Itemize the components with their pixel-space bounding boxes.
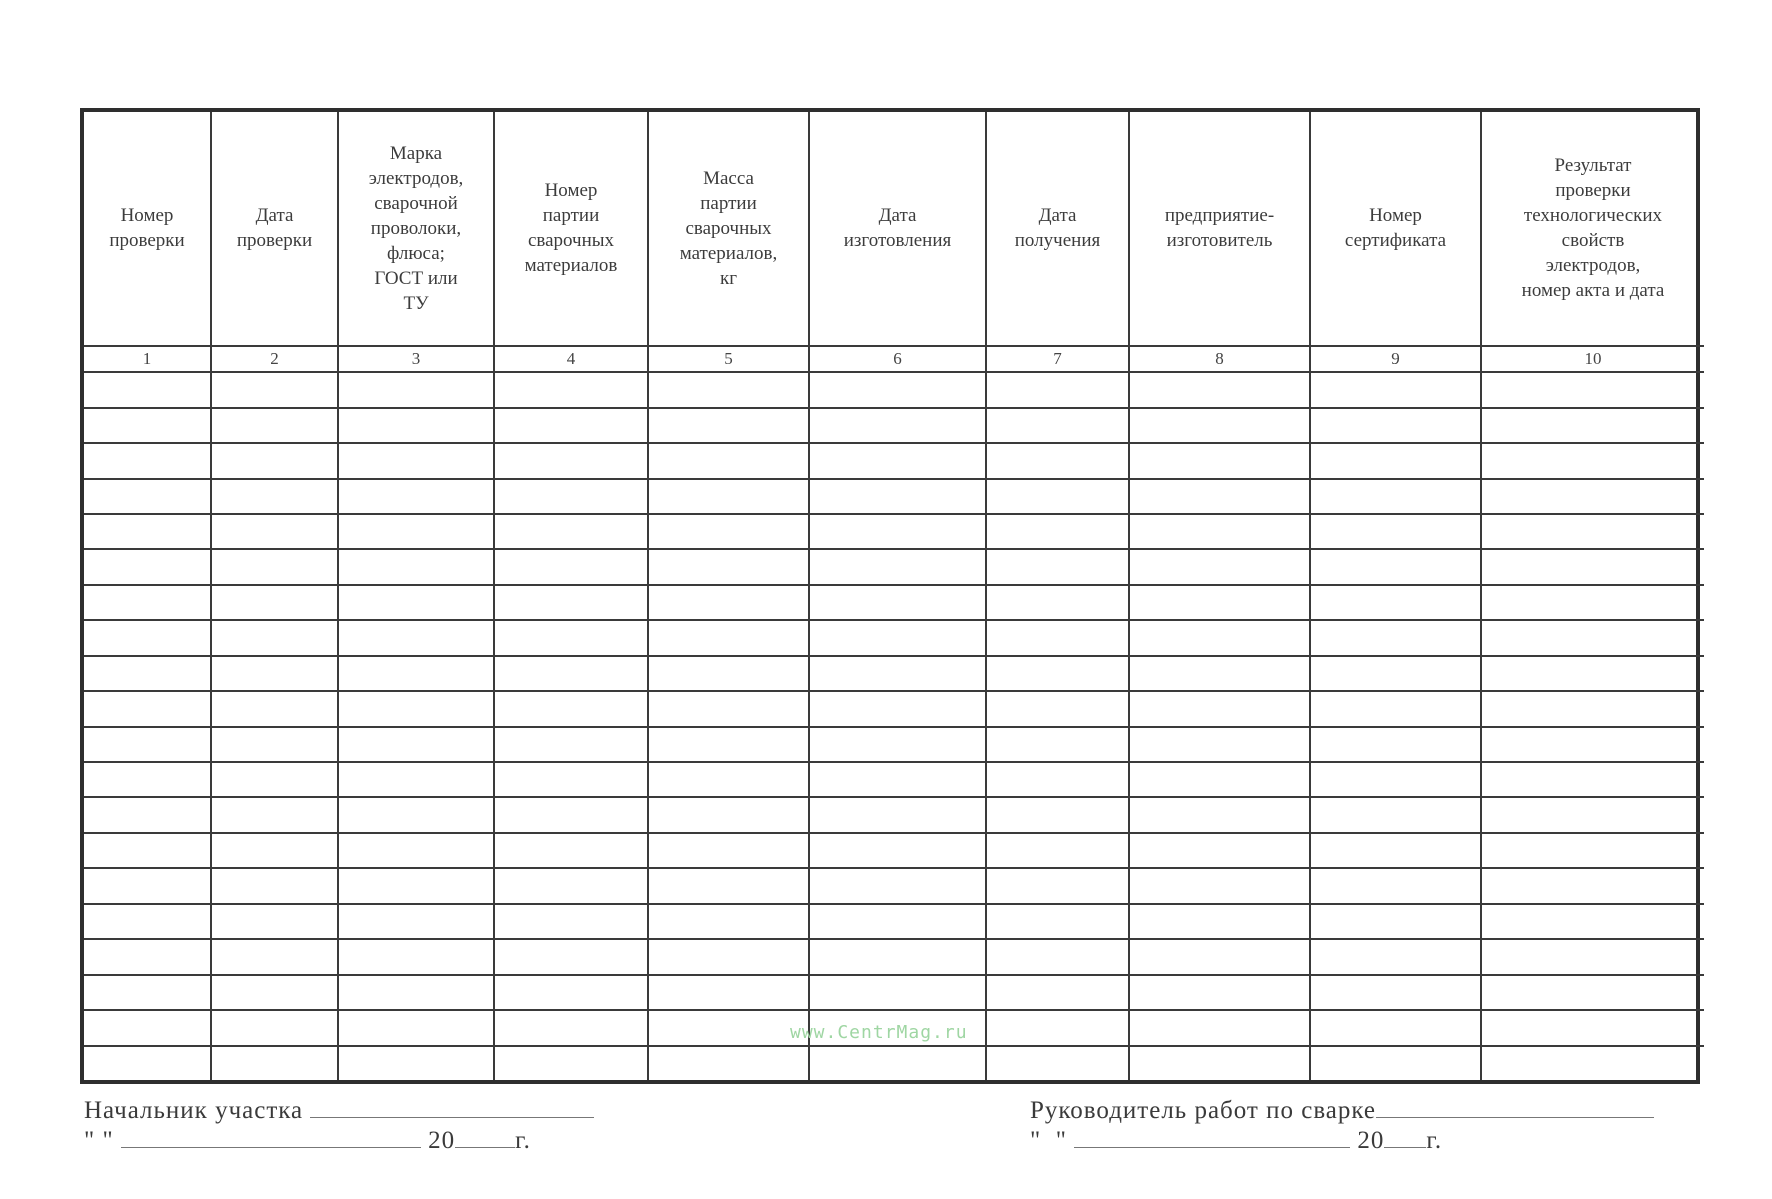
empty-cell[interactable] (84, 408, 211, 443)
empty-cell[interactable] (648, 549, 809, 584)
year-suffix: г. (1426, 1127, 1443, 1154)
empty-cell[interactable] (211, 620, 338, 655)
empty-cell[interactable] (494, 549, 648, 584)
column-header: Марка электродов, сварочной проволоки, флюса; ГОСТ или ТУ (338, 112, 494, 346)
empty-cell[interactable] (809, 833, 986, 868)
empty-cell[interactable] (1129, 479, 1310, 514)
empty-cell[interactable] (809, 620, 986, 655)
empty-cell[interactable] (809, 1046, 986, 1080)
empty-cell[interactable] (1310, 868, 1481, 903)
year-blank (1384, 1129, 1426, 1148)
empty-cell[interactable] (84, 1046, 211, 1080)
empty-cell[interactable] (648, 408, 809, 443)
empty-cell[interactable] (986, 408, 1129, 443)
empty-cell[interactable] (84, 727, 211, 762)
empty-cell[interactable] (494, 691, 648, 726)
empty-cell[interactable] (338, 443, 494, 478)
watermark-text: www.CentrMag.ru (790, 1022, 968, 1043)
empty-cell[interactable] (648, 443, 809, 478)
empty-cell[interactable] (1129, 620, 1310, 655)
column-header: Дата изготовления (809, 112, 986, 346)
empty-cell[interactable] (1129, 549, 1310, 584)
empty-cell[interactable] (494, 514, 648, 549)
table-row (84, 762, 1704, 797)
column-header: Номер сертификата (1310, 112, 1481, 346)
empty-cell[interactable] (1129, 797, 1310, 832)
column-number: 9 (1310, 346, 1481, 372)
empty-cell[interactable] (1310, 479, 1481, 514)
column-number: 7 (986, 346, 1129, 372)
empty-cell[interactable] (84, 939, 211, 974)
empty-cell[interactable] (648, 727, 809, 762)
empty-cell[interactable] (1481, 904, 1704, 939)
empty-cell[interactable] (338, 479, 494, 514)
empty-cell[interactable] (1129, 408, 1310, 443)
empty-cell[interactable] (211, 762, 338, 797)
empty-cell[interactable] (648, 1046, 809, 1080)
empty-cell[interactable] (338, 762, 494, 797)
table-row (84, 585, 1704, 620)
empty-cell[interactable] (648, 656, 809, 691)
empty-cell[interactable] (338, 797, 494, 832)
empty-cell[interactable] (211, 479, 338, 514)
empty-cell[interactable] (211, 939, 338, 974)
table-row (84, 939, 1704, 974)
empty-cell[interactable] (986, 1010, 1129, 1045)
empty-cell[interactable] (338, 408, 494, 443)
empty-cell[interactable] (1481, 727, 1704, 762)
empty-cell[interactable] (494, 479, 648, 514)
empty-cell[interactable] (494, 797, 648, 832)
empty-cell[interactable] (1129, 372, 1310, 407)
empty-cell[interactable] (1310, 727, 1481, 762)
empty-cell[interactable] (986, 691, 1129, 726)
table-row (84, 904, 1704, 939)
empty-cell[interactable] (986, 443, 1129, 478)
empty-cell[interactable] (338, 691, 494, 726)
empty-cell[interactable] (1481, 939, 1704, 974)
empty-cell[interactable] (338, 727, 494, 762)
year-suffix: г. (515, 1127, 531, 1154)
empty-cell[interactable] (84, 1010, 211, 1045)
empty-cell[interactable] (809, 868, 986, 903)
empty-cell[interactable] (648, 691, 809, 726)
empty-cell[interactable] (1481, 797, 1704, 832)
empty-cell[interactable] (338, 1010, 494, 1045)
empty-cell[interactable] (494, 762, 648, 797)
empty-cell[interactable] (986, 833, 1129, 868)
empty-cell[interactable] (1481, 868, 1704, 903)
year-prefix: 20 (1357, 1127, 1385, 1154)
empty-cell[interactable] (1481, 691, 1704, 726)
empty-cell[interactable] (1481, 656, 1704, 691)
empty-cell[interactable] (84, 585, 211, 620)
empty-cell[interactable] (648, 585, 809, 620)
empty-cell[interactable] (1129, 939, 1310, 974)
empty-cell[interactable] (1481, 514, 1704, 549)
column-header: предприятие- изготовитель (1129, 112, 1310, 346)
empty-cell[interactable] (648, 514, 809, 549)
section-chief-date-line (84, 1127, 531, 1155)
empty-cell[interactable] (211, 443, 338, 478)
empty-cell[interactable] (211, 372, 338, 407)
column-number: 1 (84, 346, 211, 372)
empty-cell[interactable] (1481, 372, 1704, 407)
table-row (84, 727, 1704, 762)
welding-manager-date-line (1030, 1127, 1442, 1155)
empty-cell[interactable] (986, 372, 1129, 407)
empty-cell[interactable] (494, 620, 648, 655)
empty-cell[interactable] (1129, 443, 1310, 478)
empty-cell[interactable] (986, 585, 1129, 620)
empty-cell[interactable] (494, 868, 648, 903)
empty-cell[interactable] (1481, 762, 1704, 797)
table-row (84, 514, 1704, 549)
empty-cell[interactable] (986, 514, 1129, 549)
empty-cell[interactable] (1310, 656, 1481, 691)
empty-cell[interactable] (494, 1010, 648, 1045)
empty-cell[interactable] (211, 727, 338, 762)
column-header: Масса партии сварочных материалов, кг (648, 112, 809, 346)
empty-cell[interactable] (211, 585, 338, 620)
empty-cell[interactable] (648, 939, 809, 974)
empty-cell[interactable] (1310, 620, 1481, 655)
empty-cell[interactable] (494, 939, 648, 974)
empty-cell[interactable] (84, 514, 211, 549)
empty-cell[interactable] (1129, 1010, 1310, 1045)
column-number: 6 (809, 346, 986, 372)
empty-cell[interactable] (494, 656, 648, 691)
empty-cell[interactable] (809, 939, 986, 974)
empty-cell[interactable] (338, 620, 494, 655)
column-number: 2 (211, 346, 338, 372)
empty-cell[interactable] (648, 762, 809, 797)
empty-cell[interactable] (809, 372, 986, 407)
empty-cell[interactable] (648, 620, 809, 655)
empty-cell[interactable] (986, 549, 1129, 584)
empty-cell[interactable] (1129, 762, 1310, 797)
empty-cell[interactable] (1129, 691, 1310, 726)
column-header: Номер партии сварочных материалов (494, 112, 648, 346)
empty-cell[interactable] (494, 585, 648, 620)
column-header: Результат проверки технологических свойств электродов, номер акта и дата (1481, 112, 1704, 346)
empty-cell[interactable] (1129, 656, 1310, 691)
empty-cell[interactable] (338, 833, 494, 868)
empty-cell[interactable] (494, 1046, 648, 1080)
column-number: 4 (494, 346, 648, 372)
table-row (84, 691, 1704, 726)
welding-materials-log-table (84, 112, 1704, 1080)
empty-cell[interactable] (211, 514, 338, 549)
empty-cell[interactable] (1310, 833, 1481, 868)
empty-cell[interactable] (809, 656, 986, 691)
empty-cell[interactable] (211, 833, 338, 868)
empty-cell[interactable] (1481, 1010, 1704, 1045)
empty-cell[interactable] (809, 691, 986, 726)
empty-cell[interactable] (84, 479, 211, 514)
empty-cell[interactable] (1129, 833, 1310, 868)
empty-cell[interactable] (1310, 443, 1481, 478)
empty-cell[interactable] (986, 939, 1129, 974)
table-row (84, 797, 1704, 832)
empty-cell[interactable] (648, 975, 809, 1010)
empty-cell[interactable] (986, 762, 1129, 797)
table-row (84, 1046, 1704, 1080)
empty-cell[interactable] (1310, 549, 1481, 584)
empty-cell[interactable] (84, 797, 211, 832)
empty-cell[interactable] (1481, 549, 1704, 584)
empty-cell[interactable] (986, 479, 1129, 514)
empty-cell[interactable] (986, 904, 1129, 939)
empty-cell[interactable] (1310, 975, 1481, 1010)
empty-cell[interactable] (648, 372, 809, 407)
empty-cell[interactable] (648, 833, 809, 868)
empty-cell[interactable] (648, 797, 809, 832)
year-blank (455, 1129, 515, 1148)
table-row (84, 833, 1704, 868)
empty-cell[interactable] (84, 656, 211, 691)
empty-cell[interactable] (211, 549, 338, 584)
header-row (84, 112, 1704, 346)
signature-blank (310, 1099, 594, 1118)
empty-cell[interactable] (809, 797, 986, 832)
empty-cell[interactable] (986, 656, 1129, 691)
empty-cell[interactable] (211, 904, 338, 939)
empty-cell[interactable] (986, 620, 1129, 655)
table-row (84, 549, 1704, 584)
empty-cell[interactable] (1310, 585, 1481, 620)
empty-cell[interactable] (338, 514, 494, 549)
empty-cell[interactable] (338, 656, 494, 691)
empty-cell[interactable] (211, 1010, 338, 1045)
empty-cell[interactable] (84, 549, 211, 584)
empty-cell[interactable] (1481, 833, 1704, 868)
empty-cell[interactable] (338, 939, 494, 974)
empty-cell[interactable] (494, 443, 648, 478)
signature-title: Начальник участка (84, 1097, 304, 1124)
empty-cell[interactable] (1310, 1046, 1481, 1080)
journal-table-frame (80, 108, 1700, 1084)
empty-cell[interactable] (1310, 762, 1481, 797)
empty-cell[interactable] (1481, 620, 1704, 655)
empty-cell[interactable] (494, 408, 648, 443)
empty-cell[interactable] (494, 904, 648, 939)
empty-cell[interactable] (211, 868, 338, 903)
empty-cell[interactable] (809, 585, 986, 620)
empty-cell[interactable] (1129, 868, 1310, 903)
column-header: Номер проверки (84, 112, 211, 346)
empty-cell[interactable] (986, 975, 1129, 1010)
empty-cell[interactable] (338, 868, 494, 903)
empty-cell[interactable] (986, 727, 1129, 762)
column-number: 10 (1481, 346, 1704, 372)
empty-cell[interactable] (1481, 479, 1704, 514)
section-chief-signature-line (84, 1097, 594, 1125)
empty-cell[interactable] (1129, 904, 1310, 939)
column-header: Дата проверки (211, 112, 338, 346)
empty-cell[interactable] (1310, 1010, 1481, 1045)
table-row (84, 372, 1704, 407)
empty-cell[interactable] (211, 797, 338, 832)
empty-cell[interactable] (84, 372, 211, 407)
date-blank (1074, 1129, 1350, 1148)
empty-cell[interactable] (211, 408, 338, 443)
empty-cell[interactable] (809, 762, 986, 797)
empty-cell[interactable] (338, 1046, 494, 1080)
table-row (84, 620, 1704, 655)
empty-cell[interactable] (1481, 443, 1704, 478)
table-row (84, 868, 1704, 903)
empty-cell[interactable] (494, 833, 648, 868)
empty-cell[interactable] (809, 975, 986, 1010)
empty-cell[interactable] (1310, 372, 1481, 407)
empty-cell[interactable] (1310, 514, 1481, 549)
empty-cell[interactable] (1310, 408, 1481, 443)
empty-cell[interactable] (986, 1046, 1129, 1080)
empty-cell[interactable] (338, 904, 494, 939)
date-blank (121, 1129, 421, 1148)
empty-cell[interactable] (809, 727, 986, 762)
empty-cell[interactable] (338, 975, 494, 1010)
empty-cell[interactable] (84, 620, 211, 655)
empty-cell[interactable] (809, 443, 986, 478)
table-row (84, 479, 1704, 514)
empty-cell[interactable] (986, 797, 1129, 832)
column-number: 3 (338, 346, 494, 372)
empty-cell[interactable] (648, 479, 809, 514)
column-header: Дата получения (986, 112, 1129, 346)
table-row (84, 975, 1704, 1010)
empty-cell[interactable] (1481, 1046, 1704, 1080)
empty-cell[interactable] (84, 868, 211, 903)
empty-cell[interactable] (1481, 585, 1704, 620)
welding-manager-signature-line (1030, 1097, 1654, 1125)
empty-cell[interactable] (1481, 975, 1704, 1010)
empty-cell[interactable] (84, 443, 211, 478)
date-quote-marks: " " (84, 1127, 114, 1154)
empty-cell[interactable] (1481, 408, 1704, 443)
empty-cell[interactable] (648, 904, 809, 939)
empty-cell[interactable] (809, 904, 986, 939)
table-row (84, 443, 1704, 478)
column-number-row (84, 346, 1704, 372)
empty-cell[interactable] (338, 585, 494, 620)
empty-cell[interactable] (1129, 585, 1310, 620)
empty-cell[interactable] (211, 656, 338, 691)
empty-cell[interactable] (1310, 691, 1481, 726)
empty-cell[interactable] (1129, 1046, 1310, 1080)
empty-cell[interactable] (809, 549, 986, 584)
date-quote-marks: " " (1030, 1127, 1067, 1154)
empty-cell[interactable] (1310, 904, 1481, 939)
empty-cell[interactable] (494, 727, 648, 762)
empty-cell[interactable] (84, 904, 211, 939)
empty-cell[interactable] (809, 479, 986, 514)
empty-entry-rows (84, 372, 1704, 1080)
empty-cell[interactable] (1129, 727, 1310, 762)
empty-cell[interactable] (1129, 975, 1310, 1010)
column-number: 8 (1129, 346, 1310, 372)
empty-cell[interactable] (84, 975, 211, 1010)
empty-cell[interactable] (84, 833, 211, 868)
empty-cell[interactable] (494, 372, 648, 407)
signature-title: Руководитель работ по сварке (1030, 1097, 1377, 1124)
empty-cell[interactable] (1310, 797, 1481, 832)
empty-cell[interactable] (84, 762, 211, 797)
empty-cell[interactable] (211, 975, 338, 1010)
empty-cell[interactable] (211, 691, 338, 726)
empty-cell[interactable] (986, 868, 1129, 903)
empty-cell[interactable] (84, 691, 211, 726)
column-number: 5 (648, 346, 809, 372)
empty-cell[interactable] (648, 868, 809, 903)
table-row (84, 408, 1704, 443)
empty-cell[interactable] (494, 975, 648, 1010)
empty-cell[interactable] (338, 549, 494, 584)
empty-cell[interactable] (809, 514, 986, 549)
empty-cell[interactable] (809, 408, 986, 443)
empty-cell[interactable] (1310, 939, 1481, 974)
year-prefix: 20 (428, 1127, 456, 1154)
empty-cell[interactable] (648, 1010, 809, 1045)
signature-blank (1376, 1099, 1654, 1118)
empty-cell[interactable] (211, 1046, 338, 1080)
table-row (84, 656, 1704, 691)
empty-cell[interactable] (1129, 514, 1310, 549)
empty-cell[interactable] (338, 372, 494, 407)
